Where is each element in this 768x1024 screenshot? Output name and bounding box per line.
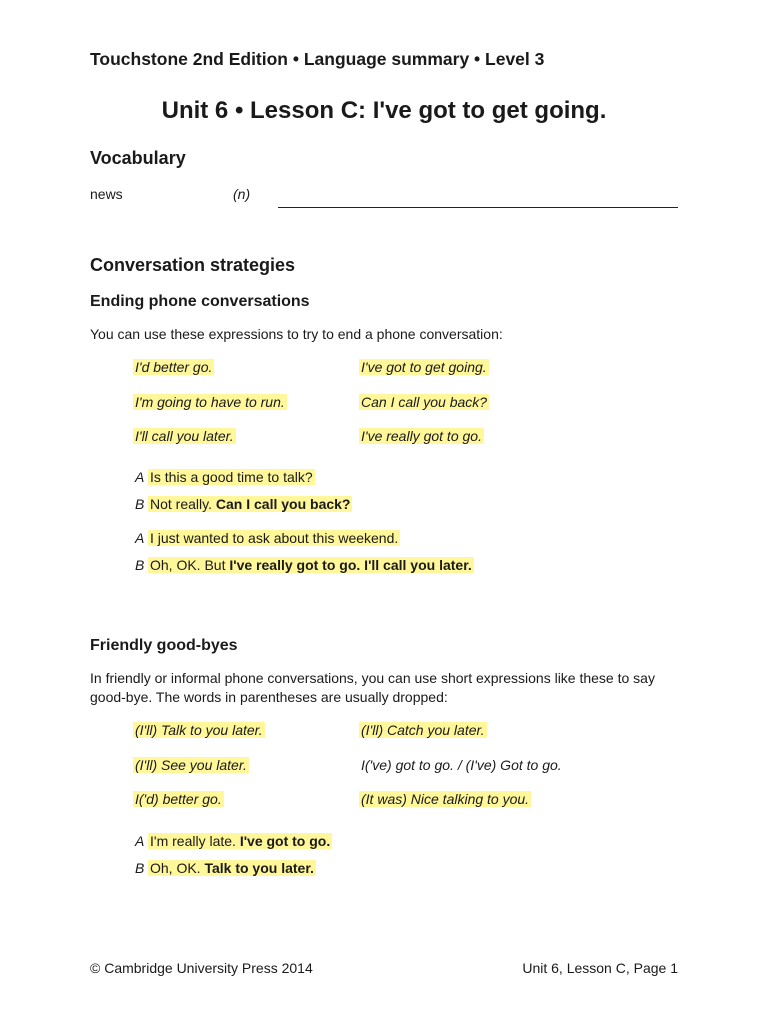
page-title: Unit 6 • Lesson C: I've got to get going. [161,97,607,124]
expression-text: (I'll) Talk to you later. [135,722,263,738]
dialog-text: I'm really late. [150,833,236,849]
dialog-text-wrap [148,860,316,876]
dialog-text-wrap [148,557,474,573]
dialog-bold-text: Talk to you later. [204,860,314,876]
vocab-answer-line [278,207,678,208]
dialog-line [135,496,352,512]
expression-item [133,428,236,444]
expression-item [359,394,489,410]
expression-item [133,359,214,375]
expression-text: (It was) Nice talking to you. [361,791,530,807]
dialog-bold-text: I've got to go. [239,833,331,849]
expression-item [133,394,287,410]
expression-item [359,722,487,738]
expression-text: I've got to get going. [361,359,487,375]
dialog-bold-text: I've really got to go. I'll call you later. [229,557,472,573]
expression-text: (I'll) Catch you later. [361,722,485,738]
dialog-text: Not really. [150,496,212,512]
expression-item [359,359,489,375]
expression-text: (I'll) See you later. [135,757,247,773]
vocab-part-of-speech: (n) [233,186,251,202]
speaker-label: A [135,469,145,485]
dialog-text: Is this a good time to talk? [150,469,313,485]
expression-text: I've really got to go. [361,428,482,444]
speaker-label: A [135,530,145,546]
vocab-word: news [90,186,123,202]
document-header: Touchstone 2nd Edition • Language summary • Level 3 [90,49,545,69]
ending-heading: Ending phone conversations [90,293,310,310]
expression-text: I('d) better go. [135,791,222,807]
expression-item [359,428,484,444]
dialog-bold-text: Can I call you back? [215,496,351,512]
expression-text: Can I call you back? [361,394,488,410]
speaker-label: B [135,557,145,573]
dialog-text-wrap [148,496,352,512]
expression-text: I'm going to have to run. [135,394,285,410]
expression-item [133,791,224,807]
dialog-text: Oh, OK. [150,860,201,876]
speaker-label: B [135,860,145,876]
dialog-line [135,530,400,546]
footer-page-info: Unit 6, Lesson C, Page 1 [522,960,678,976]
dialog-text: I just wanted to ask about this weekend. [150,530,399,546]
dialog-line [135,860,316,876]
footer-copyright: © Cambridge University Press 2014 [90,960,313,976]
expression-item [133,757,249,773]
vocabulary-heading: Vocabulary [90,148,186,168]
speaker-label: B [135,496,145,512]
dialog-line [135,469,315,485]
expression-item [133,722,265,738]
expression-text-unhighlighted: I('ve) got to go. / (I've) Got to go. [361,757,562,773]
dialog-text: Oh, OK. But [150,557,226,573]
strategies-heading: Conversation strategies [90,255,296,275]
dialog-line [135,833,332,849]
ending-intro: You can use these expressions to try to end a phone conversation: [90,326,503,342]
dialog-text-wrap [148,833,332,849]
speaker-label: A [135,833,145,849]
expression-item [359,791,531,807]
goodbyes-heading: Friendly good-byes [90,637,238,654]
expression-text: I'll call you later. [135,428,234,444]
dialog-line [135,557,474,573]
expression-text: I'd better go. [135,359,213,375]
goodbyes-intro: In friendly or informal phone conversations, you can use short expressions like these to say good-bye. The words in parentheses are usually dropped: [90,670,655,705]
